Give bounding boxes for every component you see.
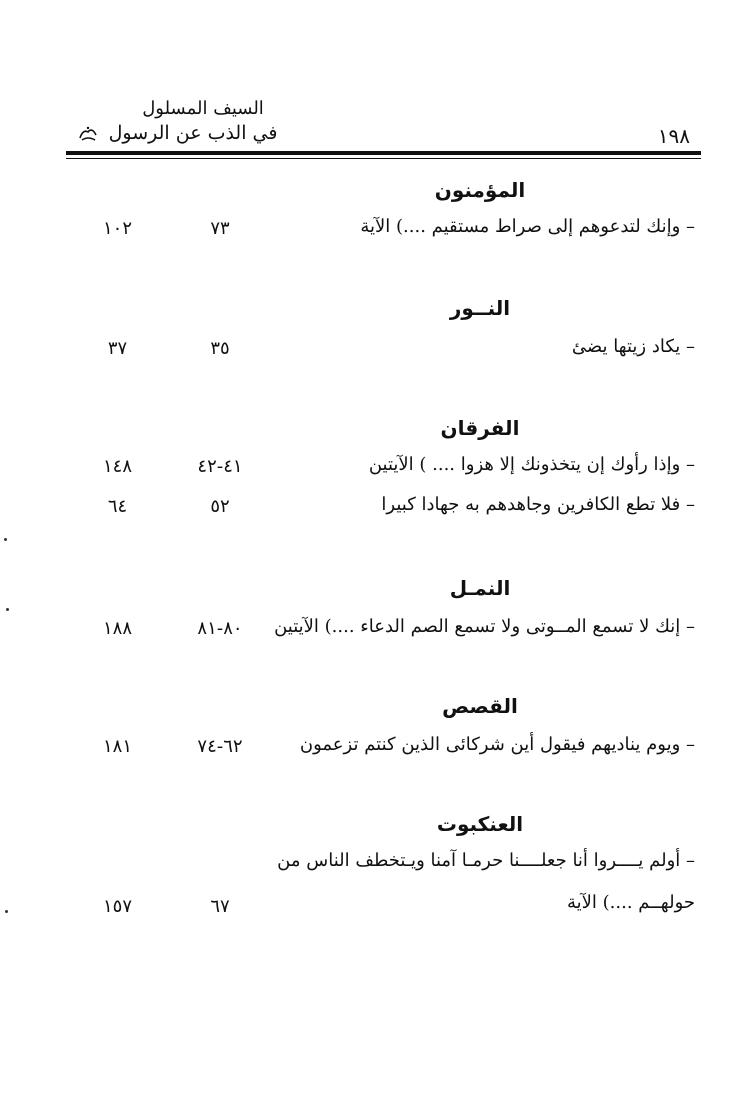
verse-text-continuation: حولهــم ....) الآية	[566, 892, 695, 913]
scan-speck	[6, 608, 9, 611]
ayah-number: ٣٥	[210, 338, 230, 359]
page-reference: ١٨٨	[102, 618, 132, 639]
index-row	[90, 494, 695, 524]
scan-speck	[5, 910, 8, 913]
ayah-number: ٧٣	[210, 218, 230, 239]
verse-text: – وإذا رأوك إن يتخذونك إلا هزوا .... ) الآيتين	[368, 454, 695, 475]
book-title-line2	[62, 122, 292, 145]
header-rule-thick	[66, 151, 701, 155]
index-row	[90, 616, 695, 646]
index-row	[90, 216, 695, 246]
ayah-number: ٤١-٤٢	[197, 456, 243, 477]
verse-text: – إنك لا تسمع المــوتى ولا تسمع الصم الدعاء ....) الآيتين	[274, 616, 695, 637]
index-row	[90, 454, 695, 484]
page-reference: ٦٤	[107, 496, 128, 517]
page-number: ١٩٨	[657, 124, 690, 148]
index-row	[90, 734, 695, 764]
verse-text: – يكاد زيتها يضئ	[571, 336, 695, 357]
header-rule-thin	[66, 158, 701, 159]
verse-text: – أولم يــــروا أنا جعلــــنا حرمـا آمنا ويـتخطف الناس من	[277, 850, 695, 871]
section-heading: العنكبوت	[436, 812, 524, 836]
section-heading: القصص	[442, 694, 518, 718]
verse-text: – فلا تطع الكافرين وجاهدهم به جهادا كبيرا	[381, 494, 695, 515]
page-reference: ١٥٧	[102, 896, 132, 917]
page-reference: ٣٧	[107, 338, 128, 359]
page-reference: ١٤٨	[102, 456, 132, 477]
scan-speck	[4, 538, 7, 541]
ayah-number: ٦٧	[210, 896, 230, 917]
index-row	[90, 850, 695, 930]
page-reference: ١٠٢	[102, 218, 132, 239]
ayah-number: ٦٢-٧٤	[197, 736, 243, 757]
index-row	[90, 336, 695, 366]
ayah-number: ٥٢	[210, 496, 230, 517]
page-reference: ١٨١	[102, 736, 132, 757]
section-heading: الفرقان	[440, 416, 520, 440]
book-title-line1: السيف المسلول	[142, 98, 264, 119]
ayah-number: ٨٠-٨١	[197, 618, 243, 639]
verse-text: – وإنك لتدعوهم إلى صراط مستقيم ....) الآية	[360, 216, 695, 237]
section-heading: المؤمنون	[434, 178, 526, 202]
book-title-line2-text: في الذب عن الرسول	[108, 122, 278, 144]
salawat-seal-icon	[77, 123, 99, 145]
verse-text: – ويوم يناديهم فيقول أين شركائى الذين كنتم تزعمون	[299, 734, 695, 755]
section-heading: النمـل	[449, 576, 511, 600]
section-heading: النــور	[449, 296, 511, 320]
